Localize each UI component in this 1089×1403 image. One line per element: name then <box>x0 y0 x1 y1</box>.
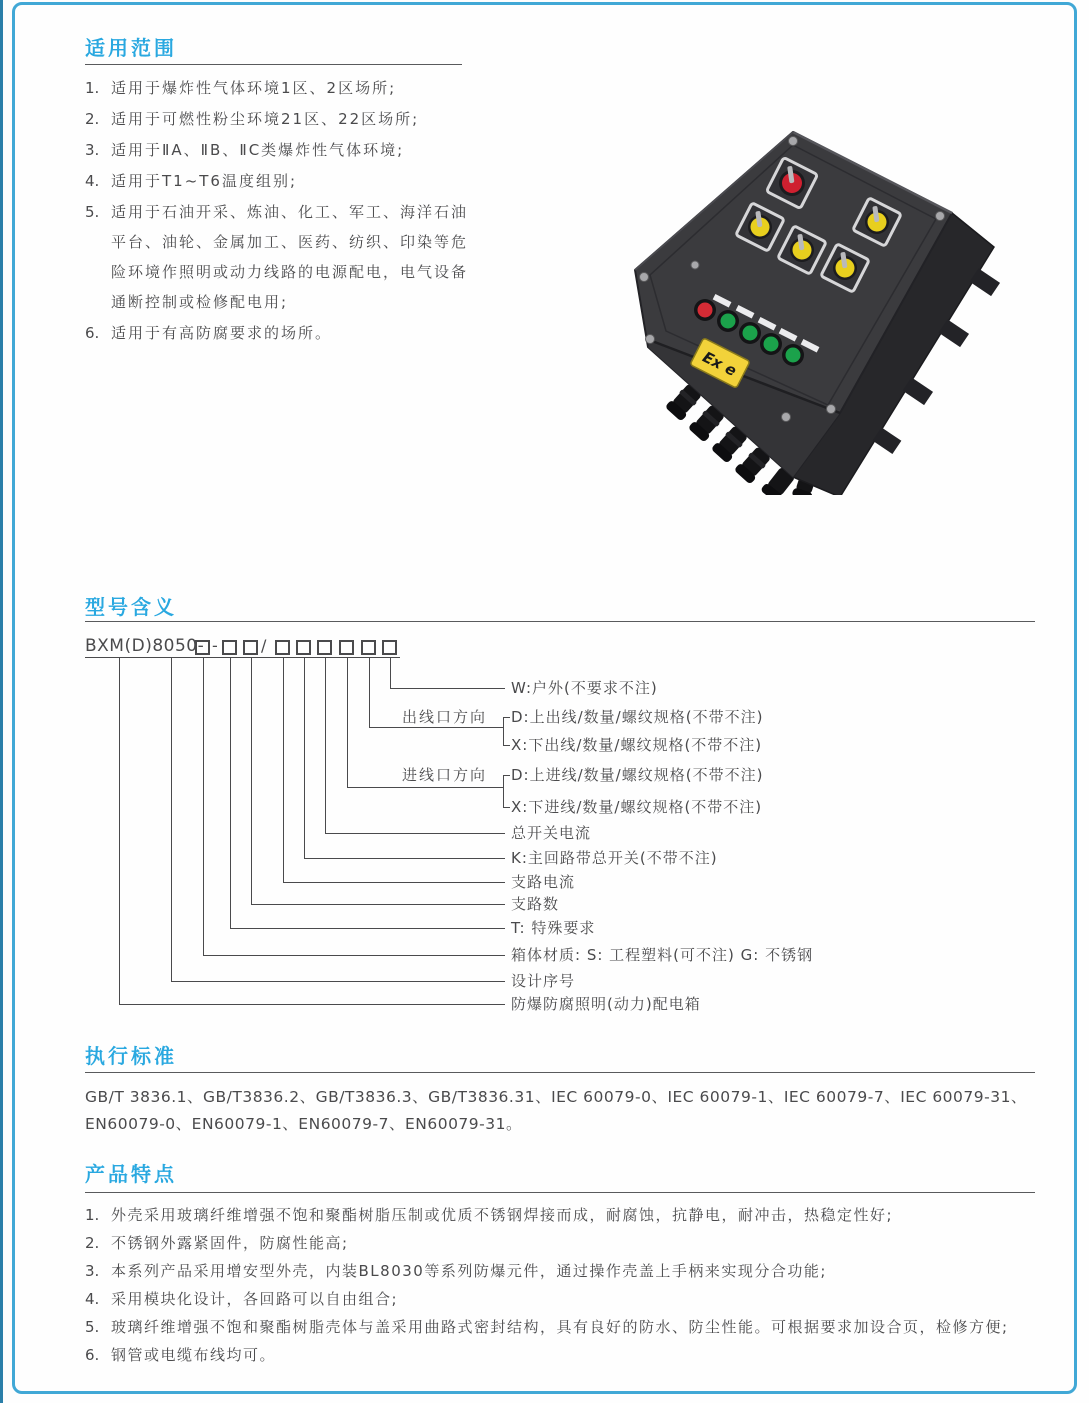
features-section-title: 产品特点 <box>85 1162 177 1186</box>
model-code-box <box>361 640 376 655</box>
diagram-bracket <box>503 717 510 718</box>
diagram-line <box>304 657 305 859</box>
item-text: 适用于石油开采、炼油、化工、军工、海洋石油平台、油轮、金属加工、医药、纺织、印染等危险环境作照明或动力线路的电源配电，电气设备通断控制或检修配电用; <box>111 203 469 311</box>
model-label-branch-count: 支路数 <box>511 895 560 913</box>
item-number: 5. <box>85 203 100 221</box>
model-section-title: 型号含义 <box>85 595 177 619</box>
diagram-bracket <box>503 807 510 808</box>
model-label-outlet-x: X:下出线/数量/螺纹规格(不带不注) <box>511 736 763 754</box>
model-label-material: 箱体材质: S: 工程塑料(可不注) G: 不锈钢 <box>511 946 814 964</box>
diagram-line <box>304 858 505 859</box>
model-label-branch-current: 支路电流 <box>511 873 576 891</box>
diagram-bracket <box>503 745 510 746</box>
list-item <box>85 135 475 165</box>
model-label-outdoor: W:户外(不要求不注) <box>511 679 658 697</box>
diagram-line <box>230 928 505 929</box>
ex-label-text: Ex e <box>699 347 740 380</box>
item-number: 6. <box>85 1346 100 1364</box>
page-edge-line <box>0 0 3 1403</box>
item-text: 适用于爆炸性气体环境1区、2区场所; <box>111 79 397 97</box>
diagram-line <box>283 657 284 883</box>
model-code-box <box>243 640 258 655</box>
model-code-row <box>85 636 400 658</box>
diagram-line <box>325 657 326 834</box>
diagram-line <box>230 657 231 929</box>
standards-text <box>85 1084 1027 1138</box>
diagram-line <box>203 657 204 956</box>
standards-line: EN60079-0、EN60079-1、EN60079-7、EN60079-31。 <box>85 1115 522 1133</box>
diagram-line <box>325 833 505 834</box>
model-label-special: T: 特殊要求 <box>511 919 596 937</box>
list-item <box>85 166 475 196</box>
item-text: 适用于有高防腐要求的场所。 <box>111 324 333 342</box>
item-number: 3. <box>85 141 100 159</box>
item-text: 不锈钢外露紧固件，防腐性能高; <box>111 1234 349 1252</box>
item-number: 3. <box>85 1262 100 1280</box>
list-item <box>85 318 475 348</box>
model-label-k: K:主回路带总开关(不带不注) <box>511 849 718 867</box>
model-code-box <box>222 640 237 655</box>
diagram-line <box>251 657 252 905</box>
features-title-rule <box>85 1192 1035 1193</box>
diagram-line <box>119 1004 505 1005</box>
list-item <box>85 1257 1085 1285</box>
list-item <box>85 1285 1085 1313</box>
scope-list <box>85 73 475 349</box>
diagram-line <box>347 787 503 788</box>
item-number: 6. <box>85 324 100 342</box>
model-code-box <box>275 640 290 655</box>
scope-section-title: 适用范围 <box>85 36 177 60</box>
model-code-separator: / <box>261 636 267 655</box>
diagram-line <box>347 657 348 788</box>
model-code-separator: - <box>212 636 218 655</box>
scope-title-rule <box>85 64 462 65</box>
list-item <box>85 73 475 103</box>
standards-line: GB/T 3836.1、GB/T3836.2、GB/T3836.3、GB/T3836.31、IEC 60079-0、IEC 60079-1、IEC 60079-7、IEC 60079-31、 <box>85 1088 1027 1106</box>
item-text: 适用于T1~T6温度组别; <box>111 172 298 190</box>
product-photo <box>600 125 1020 495</box>
model-code-box <box>317 640 332 655</box>
list-item <box>85 1229 1085 1257</box>
model-label-serial: 设计序号 <box>511 972 576 990</box>
model-code-box <box>296 640 311 655</box>
item-number: 2. <box>85 110 100 128</box>
item-number: 4. <box>85 172 100 190</box>
item-text: 适用于可燃性粉尘环境21区、22区场所; <box>111 110 420 128</box>
model-label-outlet-d: D:上出线/数量/螺纹规格(不带不注) <box>511 708 764 726</box>
model-title-rule <box>85 621 1035 622</box>
list-item <box>85 1201 1085 1229</box>
diagram-line <box>251 904 505 905</box>
features-list <box>85 1201 1085 1369</box>
model-label-main-current: 总开关电流 <box>511 824 592 842</box>
list-item <box>85 1341 1085 1369</box>
diagram-line <box>203 955 505 956</box>
item-text: 适用于ⅡA、ⅡB、ⅡC类爆炸性气体环境; <box>111 141 405 159</box>
diagram-line <box>390 657 391 689</box>
item-text: 玻璃纤维增强不饱和聚酯树脂壳体与盖采用曲路式密封结构，具有良好的防水、防尘性能。可根据要求加设合页，检修方便; <box>111 1318 1009 1336</box>
model-code-box <box>382 640 397 655</box>
item-number: 1. <box>85 79 100 97</box>
model-label-product-name: 防爆防腐照明(动力)配电箱 <box>511 995 701 1013</box>
diagram-line <box>119 657 120 1005</box>
item-text: 本系列产品采用增安型外壳，内装BL8030等系列防爆元件，通过操作壳盖上手柄来实现分合功能; <box>111 1262 827 1280</box>
model-code-prefix: BXM(D)8050- <box>85 636 205 656</box>
model-code-box <box>195 640 210 655</box>
diagram-line <box>171 657 172 982</box>
diagram-line <box>369 657 370 728</box>
item-number: 1. <box>85 1206 100 1224</box>
diagram-line <box>283 882 505 883</box>
item-text: 钢管或电缆布线均可。 <box>111 1346 277 1364</box>
list-item <box>85 1313 1085 1341</box>
item-number: 2. <box>85 1234 100 1252</box>
diagram-bracket <box>503 775 510 776</box>
model-label-outlet-group: 出线口方向 <box>402 708 488 726</box>
item-number: 4. <box>85 1290 100 1308</box>
item-text: 采用模块化设计，各回路可以自由组合; <box>111 1290 399 1308</box>
model-code-box <box>339 640 354 655</box>
model-label-inlet-x: X:下进线/数量/螺纹规格(不带不注) <box>511 798 763 816</box>
diagram-line <box>171 981 505 982</box>
list-item <box>85 197 475 317</box>
diagram-bracket <box>503 775 504 808</box>
list-item <box>85 104 475 134</box>
item-text: 外壳采用玻璃纤维增强不饱和聚酯树脂压制或优质不锈钢焊接而成，耐腐蚀，抗静电，耐冲击，热稳定性好; <box>111 1206 894 1224</box>
model-label-inlet-d: D:上进线/数量/螺纹规格(不带不注) <box>511 766 764 784</box>
standards-section-title: 执行标准 <box>85 1044 177 1068</box>
standards-title-rule <box>85 1072 1035 1073</box>
model-label-inlet-group: 进线口方向 <box>402 766 488 784</box>
diagram-bracket <box>503 717 504 746</box>
item-number: 5. <box>85 1318 100 1336</box>
diagram-line <box>390 688 505 689</box>
